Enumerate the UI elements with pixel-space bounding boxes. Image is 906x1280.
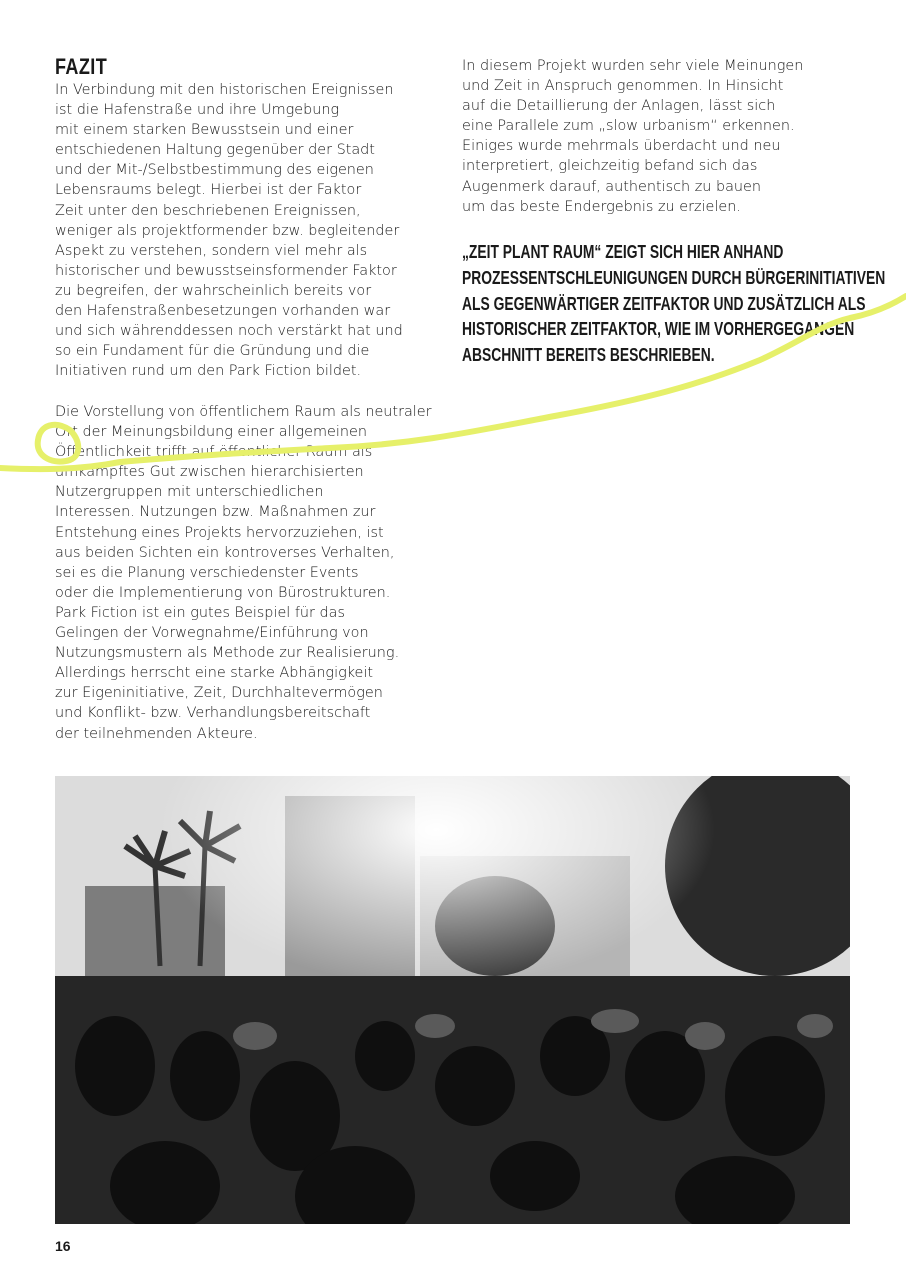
text-line: zur Eigeninitiative, Zeit, Durchhaltevermögen [55, 685, 383, 702]
text-line: Aspekt zu verstehen, sondern viel mehr als [55, 242, 368, 259]
text-line: In diesem Projekt wurden sehr viele Meinungen [462, 58, 804, 74]
text-line: Ort der Meinungsbildung einer allgemeinen [55, 424, 368, 441]
text-line: Allerdings herrscht eine starke Abhängigkeit [55, 665, 374, 682]
text-line: Gelingen der Vorwegnahme/Einführung von [55, 625, 369, 642]
left-paragraph-1 [55, 80, 403, 381]
text-line: historischer und bewusstseinsformender Faktor [55, 262, 397, 279]
text-line: und Konflikt- bzw. Verhandlungsbereitschaft [55, 705, 371, 722]
text-line: um das beste Endergebnis zu erzielen. [462, 198, 741, 215]
text-line: Entstehung eines Projekts hervorzuziehen, ist [55, 524, 384, 541]
text-line: sei es die Planung verschiedenster Events [55, 564, 359, 581]
text-line: ist die Hafenstraße und ihre Umgebung [55, 102, 340, 119]
text-line: „ZEIT PLANT RAUM“ ZEIGT SICH HIER ANHAND [462, 242, 784, 262]
right-paragraph-1 [462, 56, 803, 217]
pull-quote [462, 240, 906, 369]
text-line: HISTORISCHER ZEITFAKTOR, WIE IM VORHERGEGANGEN [462, 319, 855, 340]
text-line: Interessen. Nutzungen bzw. Maßnahmen zur [55, 504, 376, 521]
text-line: Einiges wurde mehrmals überdacht und neu [462, 138, 781, 155]
text-line: interpretiert, gleichzeitig befand sich das [462, 158, 758, 175]
text-line: aus beiden Sichten ein kontroverses Verhalten, [55, 544, 395, 561]
text-line: weniger als projektformender bzw. begleitender [55, 222, 400, 239]
text-line: Nutzergruppen mit unterschiedlichen [55, 484, 324, 501]
text-line: so ein Fundament für die Gründung und die [55, 343, 370, 360]
text-line: und der Mit-/Selbstbestimmung des eigenen [55, 162, 374, 179]
page-number: 16 [55, 1238, 71, 1254]
crowd-photo [55, 776, 850, 1224]
text-line: Öffentlichkeit trifft auf öffentlicher Raum als [55, 444, 373, 461]
text-line: oder die Implementierung von Bürostrukturen. [55, 584, 391, 601]
text-line: Park Fiction ist ein gutes Beispiel für das [55, 604, 345, 621]
text-line: mit einem starken Bewusstsein und einer [55, 122, 354, 139]
text-line: den Hafenstraßenbesetzungen vorhanden war [55, 303, 391, 320]
text-line: Nutzungsmustern als Methode zur Realisierung. [55, 645, 400, 662]
text-line: Initiativen rund um den Park Fiction bildet. [55, 363, 362, 380]
text-line: ALS GEGENWÄRTIGER ZEITFAKTOR UND ZUSÄTZLICH ALS [462, 293, 866, 314]
text-line: Die Vorstellung von öffentlichem Raum als neutraler [55, 404, 432, 420]
text-line: PROZESSENTSCHLEUNIGUNGEN DURCH BÜRGERINITIATIVEN [462, 267, 886, 288]
text-line: der teilnehmenden Akteure. [55, 725, 258, 742]
text-line: Augenmerk darauf, authentisch zu bauen [462, 178, 762, 195]
text-line: und sich währenddessen noch verstärkt hat und [55, 323, 403, 340]
left-paragraph-2 [55, 402, 432, 744]
text-line: auf die Detaillierung der Anlagen, lässt sich [462, 98, 776, 115]
photo-illustration [55, 776, 850, 1224]
text-line: und Zeit in Anspruch genommen. In Hinsicht [462, 78, 784, 95]
text-line: umkämpftes Gut zwischen hierarchisierten [55, 464, 364, 481]
text-line: Zeit unter den beschriebenen Ereignissen, [55, 202, 361, 219]
text-line: entschiedenen Haltung gegenüber der Stadt [55, 142, 375, 159]
text-line: ABSCHNITT BEREITS BESCHRIEBEN. [462, 345, 715, 366]
text-line: eine Parallele zum „slow urbanism“ erkennen. [462, 118, 795, 135]
text-line: zu begreifen, der wahrscheinlich bereits vor [55, 282, 372, 299]
section-heading: FAZIT [55, 54, 108, 79]
text-line: In Verbindung mit den historischen Ereignissen [55, 82, 394, 98]
text-line: Lebensraums belegt. Hierbei ist der Faktor [55, 182, 362, 199]
